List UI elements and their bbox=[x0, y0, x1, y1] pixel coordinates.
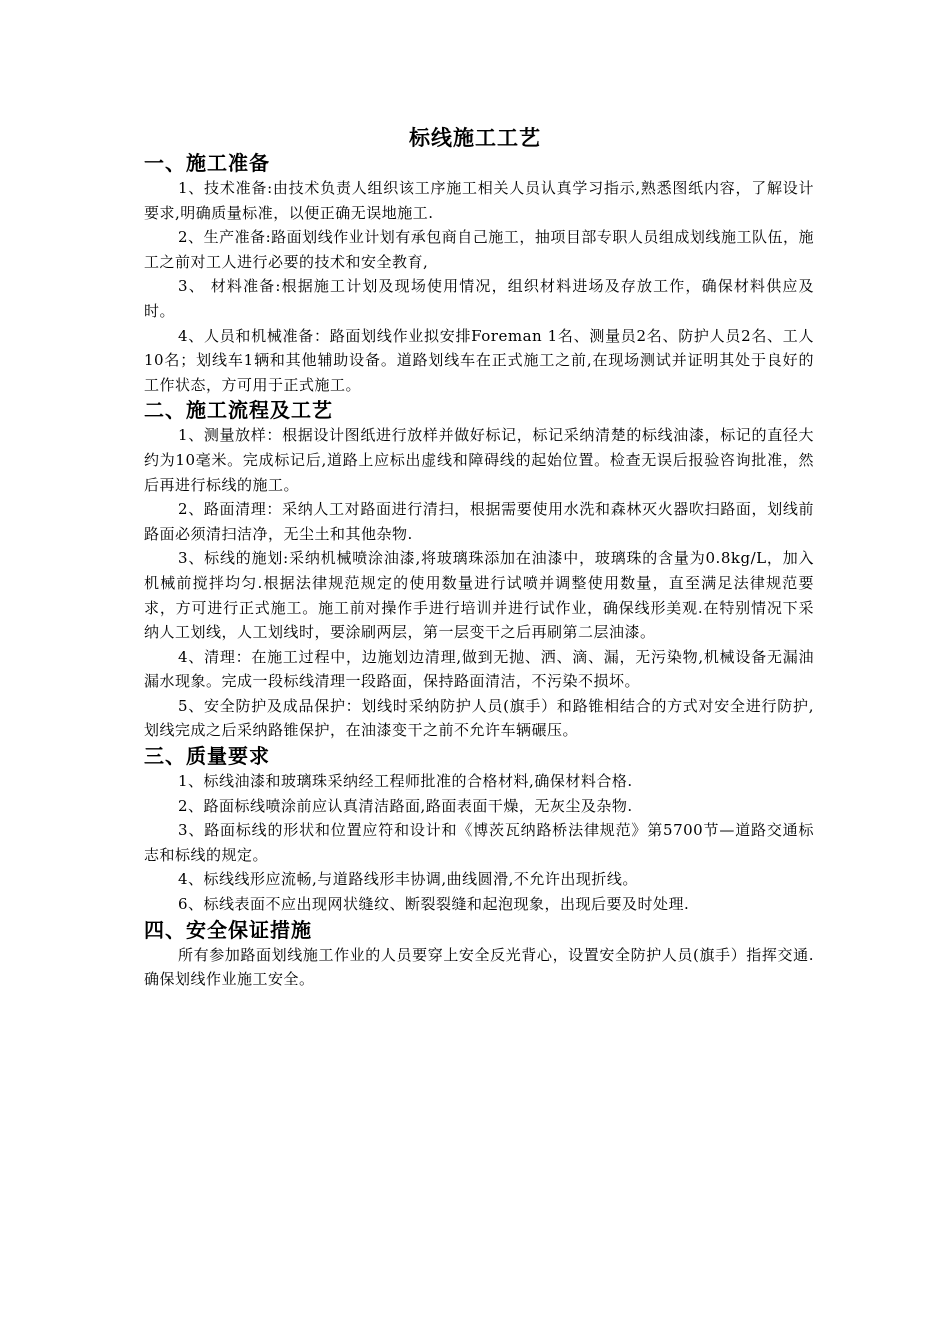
paragraph: 3、标线的施划:采纳机械喷涂油漆,将玻璃珠添加在油漆中，玻璃珠的含量为0.8kg/L，加入机械前搅拌均匀.根据法律规范规定的使用数量进行试喷并调整使用数量，直至满足法律规范要求，方可进行正式施工。施工前对操作手进行培训并进行试作业，确保线形美观.在特别情况下采纳人工划线，人工划线时，要涂刷两层，第一层变干之后再刷第二层油漆。 bbox=[144, 549, 814, 642]
paragraph: 1、测量放样：根据设计图纸进行放样并做好标记，标记采纳清楚的标线油漆，标记的直径大约为10毫米。完成标记后,道路上应标出虚线和障碍线的起始位置。检查无误后报验咨询批准，然后再进行标线的施工。 bbox=[144, 426, 814, 494]
section-heading-safety: 四、安全保证措施 bbox=[144, 917, 312, 942]
paragraph: 1、标线油漆和玻璃珠采纳经工程师批准的合格材料,确保材料合格. bbox=[178, 772, 633, 791]
document-body bbox=[144, 150, 814, 992]
section-heading-preparation: 一、施工准备 bbox=[144, 151, 270, 175]
paragraph: 4、标线线形应流畅,与道路线形丰协调,曲线圆滑,不允许出现折线。 bbox=[178, 870, 638, 889]
paragraph: 4、清理：在施工过程中，边施划边清理,做到无抛、洒、滴、漏，无污染物,机械设备无漏油漏水现象。完成一段标线清理一段路面，保持路面清洁，不污染不损坏。 bbox=[144, 647, 814, 691]
paragraph: 4、人员和机械准备：路面划线作业拟安排Foreman 1名、测量员2名、防护人员2名、工人10名；划线车1辆和其他辅助设备。道路划线车在正式施工之前,在现场测试并证明其处于良好的工作状态，方可用于正式施工。 bbox=[144, 326, 814, 394]
paragraph: 6、标线表面不应出现网状缝纹、断裂裂缝和起泡现象，出现后要及时处理. bbox=[178, 895, 690, 914]
paragraph: 2、路面清理：采纳人工对路面进行清扫，根据需要使用水洗和森林灭火器吹扫路面，划线前路面必须清扫洁净，无尘土和其他杂物. bbox=[144, 500, 814, 543]
paragraph: 2、路面标线喷涂前应认真清洁路面,路面表面干燥，无灰尘及杂物. bbox=[178, 796, 633, 815]
paragraph: 1、技术准备:由技术负责人组织该工序施工相关人员认真学习指示,熟悉图纸内容，了解设计要求,明确质量标准，以便正确无误地施工. bbox=[144, 179, 814, 222]
paragraph: 3、路面标线的形状和位置应符和设计和《博茨瓦纳路桥法律规范》第5700节—道路交通标志和标线的规定。 bbox=[144, 821, 814, 864]
paragraph: 3、 材料准备:根据施工计划及现场使用情况，组织材料进场及存放工作，确保材料供应及时。 bbox=[144, 277, 814, 320]
document-title: 标线施工工艺 bbox=[409, 126, 541, 150]
paragraph: 2、生产准备:路面划线作业计划有承包商自己施工，抽项目部专职人员组成划线施工队伍，施工之前对工人进行必要的技术和安全教育, bbox=[144, 228, 814, 271]
paragraph: 5、安全防护及成品保护：划线时采纳防护人员(旗手）和路锥相结合的方式对安全进行防护,划线完成之后采纳路锥保护，在油漆变干之前不允许车辆碾压。 bbox=[144, 696, 814, 740]
section-heading-process: 二、施工流程及工艺 bbox=[144, 398, 333, 423]
paragraph: 所有参加路面划线施工作业的人员要穿上安全反光背心，设置安全防护人员(旗手）指挥交通.确保划线作业施工安全。 bbox=[144, 945, 814, 989]
section-heading-quality: 三、质量要求 bbox=[144, 744, 270, 769]
